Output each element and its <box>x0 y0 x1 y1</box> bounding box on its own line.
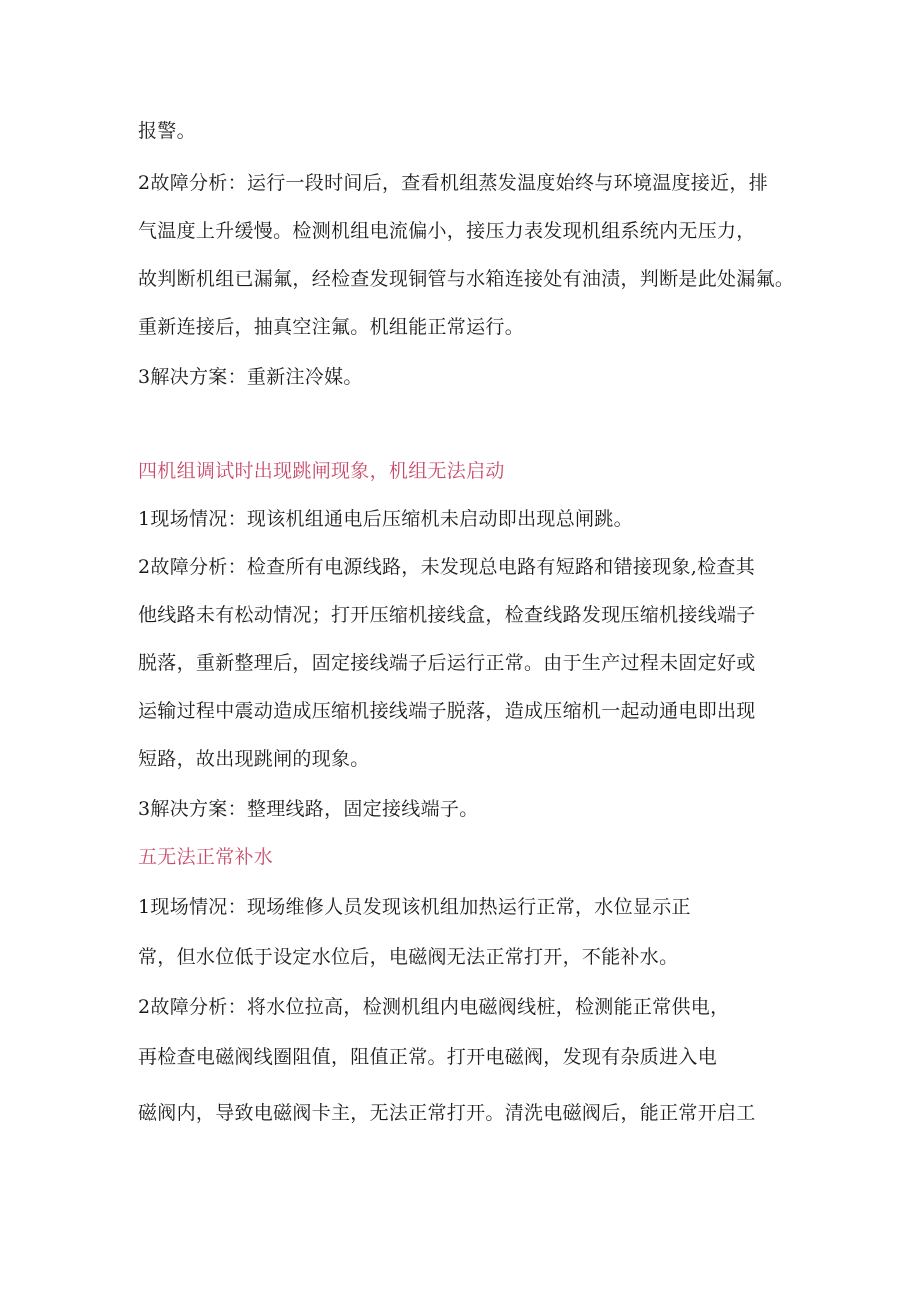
text-line: 磁阀内，导致电磁阀卡主，无法正常打开。清洗电磁阀后，能正常开启工 <box>138 1102 756 1124</box>
text-line: 报警。 <box>138 120 196 142</box>
text-line: 他线路未有松动情况；打开压缩机接线盒，检查线路发现压缩机接线端子 <box>138 604 756 626</box>
text-line: 再检查电磁阀线圈阻值，阻值正常。打开电磁阀，发现有杂质进入电 <box>138 1046 718 1068</box>
text-line: 1现场情况：现该机组通电后压缩机未启动即出现总闸跳。 <box>138 508 633 530</box>
text-line: 重新连接后，抽真空注氟。机组能正常运行。 <box>138 316 525 338</box>
section-heading: 五无法正常补水 <box>138 846 274 868</box>
text-line: 2故障分析：检查所有电源线路，未发现总电路有短路和错接现象,检查其 <box>138 556 756 578</box>
text-line: 2故障分析：将水位拉高，检测机组内电磁阀线桩，检测能正常供电， <box>138 996 730 1018</box>
text-line: 短路，故出现跳闸的现象。 <box>138 748 370 770</box>
text-line: 常，但水位低于设定水位后，电磁阀无法正常打开，不能补水。 <box>138 946 679 968</box>
text-line: 故判断机组已漏氟，经检查发现铜管与水箱连接处有油渍，判断是此处漏氟。 <box>138 268 795 290</box>
text-line: 气温度上升缓慢。检测机组电流偏小，接压力表发现机组系统内无压力， <box>138 220 756 242</box>
text-line: 3解决方案：重新注冷媒。 <box>138 366 363 388</box>
text-line: 3解决方案：整理线路，固定接线端子。 <box>138 798 479 820</box>
section-heading: 四机组调试时出现跳闸现象，机组无法启动 <box>138 460 505 482</box>
text-line: 2故障分析：运行一段时间后，查看机组蒸发温度始终与环境温度接近，排 <box>138 172 768 194</box>
text-line: 运输过程中震动造成压缩机接线端子脱落，造成压缩机一起动通电即出现 <box>138 700 756 722</box>
text-line: 脱落，重新整理后，固定接线端子后运行正常。由于生产过程未固定好或 <box>138 652 756 674</box>
text-line: 1现场情况：现场维修人员发现该机组加热运行正常，水位显示正 <box>138 896 691 918</box>
